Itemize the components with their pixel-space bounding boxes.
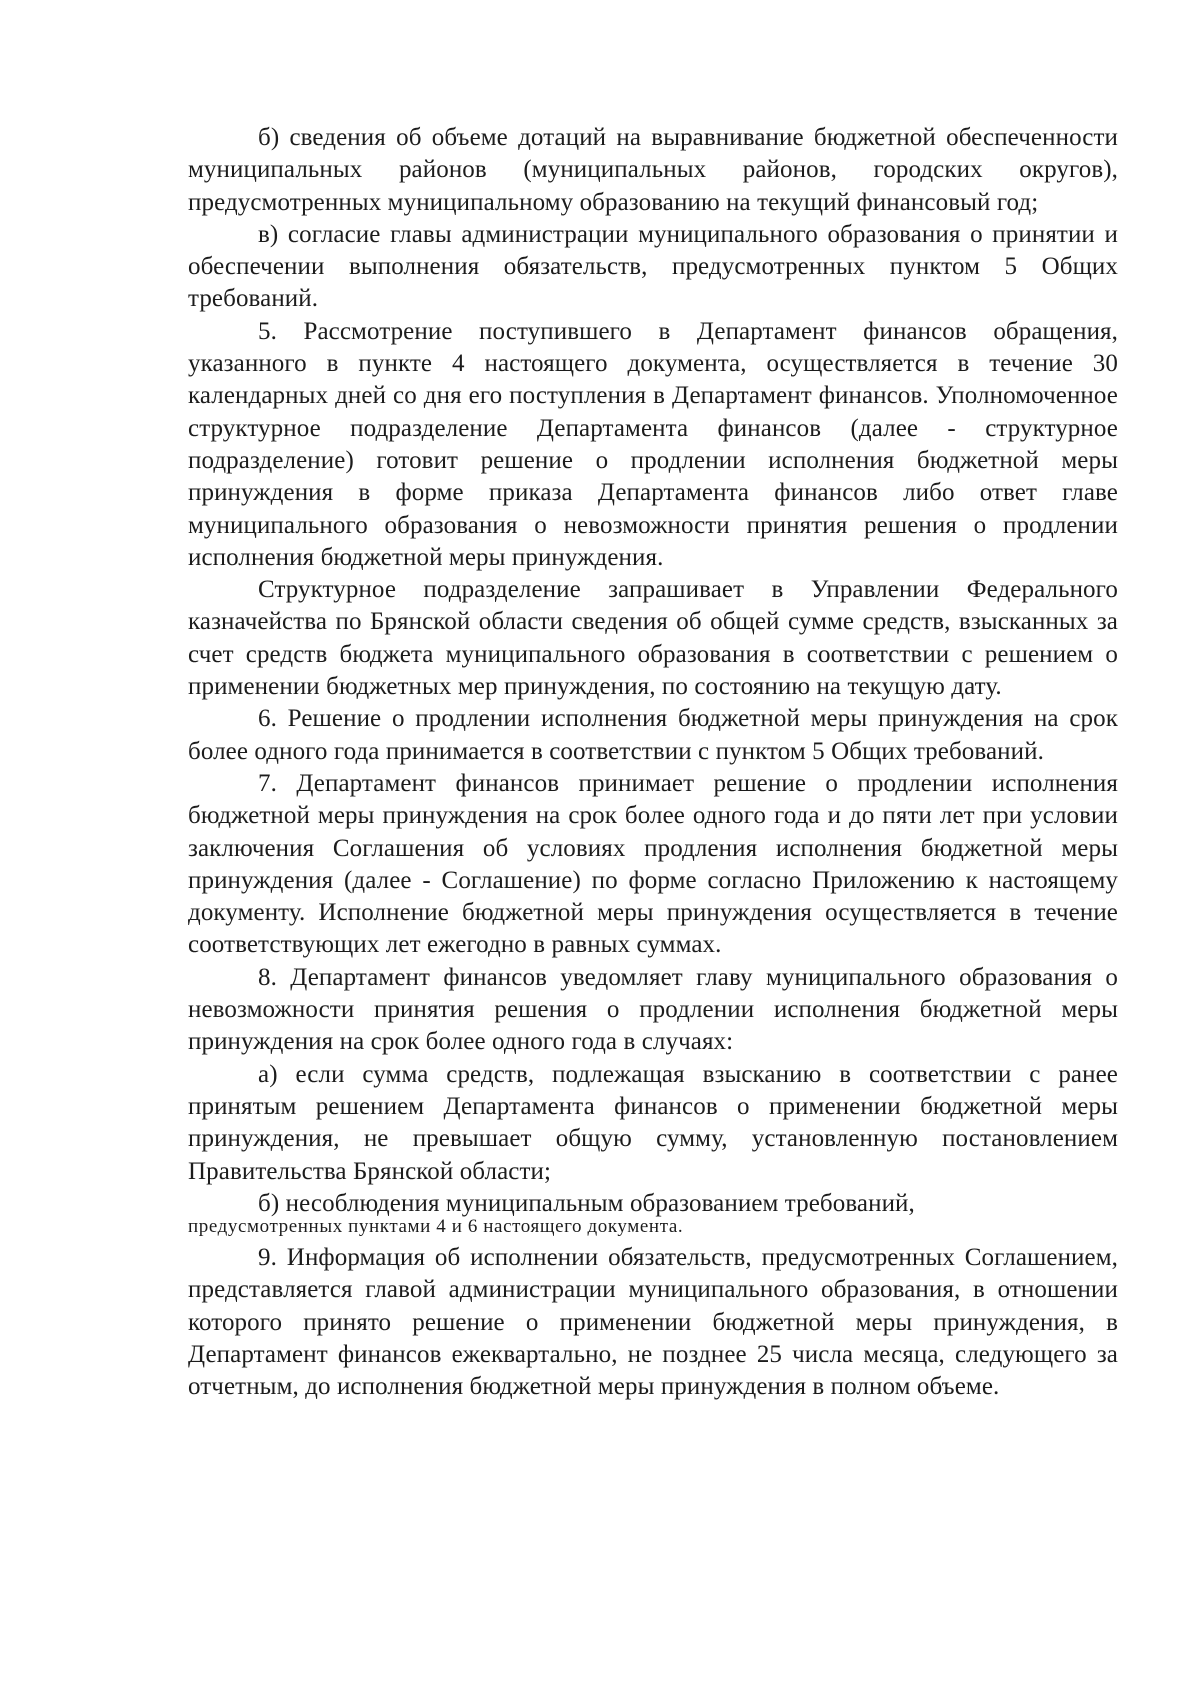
paragraph-6: 6. Решение о продлении исполнения бюджетной меры принуждения на срок более одного года принимается в соответствии с пунктом 5 Общих требований. [188,705,1118,765]
document-body [188,122,1118,1404]
paragraph-9: 9. Информация об исполнении обязательств, предусмотренных Соглашением, представляется главой администрации муниципального образования, в отношении которого принято решение о применении бюджетной меры принуждения, в Департамент финансов ежеквартально, не позднее 25 числа месяца, следующего за отчетным, до исполнения бюджетной меры принуждения в полном объеме. [188,1244,1118,1401]
paragraph-4v: в) согласие главы администрации муниципального образования о принятии и обеспечении выполнения обязательств, предусмотренных пунктом 5 Общих требований. [188,220,1118,313]
paragraph-5: 5. Рассмотрение поступившего в Департамент финансов обращения, указанного в пункте 4 настоящего документа, осуществляется в течение 30 календарных дней со дня его поступления в Департамент финансов. Уполномоченное структурное подразделение Департамента финансов (далее - структурное подразделение) готовит решение о продлении исполнения бюджетной меры принуждения в форме приказа Департамента финансов либо ответ главе муниципального образования о невозможности принятия решения о продлении исполнения бюджетной меры принуждения. [188,317,1118,571]
paragraph-5-request: Структурное подразделение запрашивает в Управлении Федерального казначейства по Брянской области сведения об общей сумме средств, взысканных за счет средств бюджета муниципального образования в соответствии с решением о применении бюджетных мер принуждения, по состоянию на текущую дату. [188,576,1118,701]
paragraph-4b: б) сведения об объеме дотаций на выравнивание бюджетной обеспеченности муниципальных районов (муниципальных районов, городских округов), предусмотренных муниципальному образованию на текущий финансовый год; [188,124,1118,216]
paragraph-8b: б) несоблюдения муниципальным образованием требований, [258,1189,915,1217]
paragraph-7: 7. Департамент финансов принимает решение о продлении исполнения бюджетной меры принуждения на срок более одного года и до пяти лет при условии заключения Соглашения об условиях продления исполнения бюджетной меры принуждения (далее - Соглашение) по форме согласно Приложению к настоящему документу. Исполнение бюджетной меры принуждения осуществляется в течение соответствующих лет ежегодно в равных суммах. [188,769,1118,959]
paragraph-8b-continuation: предусмотренных пунктами 4 и 6 настоящего документа. [188,1216,684,1238]
paragraph-8: 8. Департамент финансов уведомляет главу муниципального образования о невозможности принятия решения о продлении исполнения бюджетной меры принуждения на срок более одного года в случаях: [188,963,1118,1056]
paragraph-8a: а) если сумма средств, подлежащая взысканию в соответствии с ранее принятым решением Департамента финансов о применении бюджетной меры принуждения, не превышает общую сумму, установленную постановлением Правительства Брянской области; [188,1060,1118,1185]
